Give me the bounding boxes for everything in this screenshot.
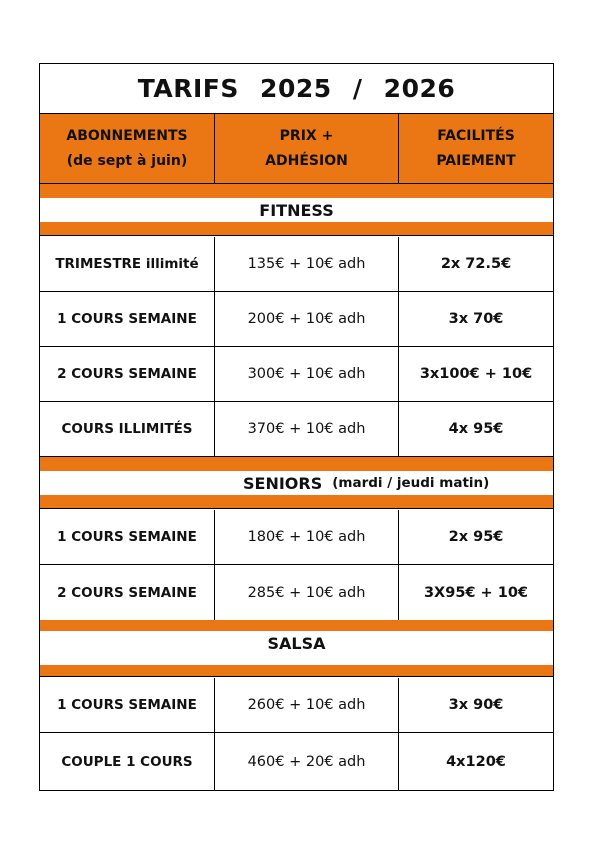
- row-price: 180€ + 10€ adh: [215, 510, 399, 564]
- row-price: 285€ + 10€ adh: [215, 565, 399, 620]
- row-payment: 3X95€ + 10€: [423, 584, 529, 601]
- divider-band: [40, 457, 553, 471]
- header-prix: [215, 114, 399, 183]
- divider-band: [40, 184, 553, 198]
- section-title-seniors: [40, 471, 553, 495]
- table-row: [40, 237, 553, 292]
- header-abonnements-line1: ABONNEMENTS: [66, 127, 188, 144]
- section-seniors-label: SENIORS: [243, 473, 323, 493]
- row-payment: 2x 72.5€: [440, 256, 512, 272]
- row-payment: 2x 95€: [448, 529, 504, 545]
- table-header: [40, 114, 553, 184]
- row-price: 460€ + 20€ adh: [215, 733, 399, 790]
- divider-band: [40, 620, 553, 631]
- row-payment: 3x 70€: [448, 311, 504, 327]
- divider-band: [40, 222, 553, 236]
- row-name: COUPLE 1 COURS: [40, 733, 215, 790]
- row-name: TRIMESTRE illimité: [40, 237, 215, 291]
- row-name: 1 COURS SEMAINE: [40, 678, 215, 732]
- table-row: [40, 678, 553, 733]
- row-name: 1 COURS SEMAINE: [40, 510, 215, 564]
- row-payment: 4x120€: [446, 753, 506, 770]
- section-fitness-label: FITNESS: [259, 200, 334, 220]
- section-salsa-label: SALSA: [267, 633, 326, 653]
- table-row: [40, 565, 553, 620]
- row-name: 2 COURS SEMAINE: [40, 347, 215, 401]
- divider-band: [40, 495, 553, 509]
- header-prix-line1: PRIX +: [279, 127, 334, 144]
- table-row: [40, 292, 553, 347]
- section-title-salsa: [40, 631, 553, 655]
- tariff-table: [39, 63, 554, 791]
- row-payment: 3x100€ + 10€: [419, 366, 533, 382]
- header-prix-line2: ADHÉSION: [265, 152, 348, 169]
- table-row: [40, 510, 553, 565]
- row-price: 300€ + 10€ adh: [215, 347, 399, 401]
- header-abonnements-line2: (de sept à juin): [66, 152, 188, 169]
- header-facilites-line1: FACILITÉS: [437, 127, 515, 144]
- row-payment: 4x 95€: [448, 421, 504, 437]
- row-name: COURS ILLIMITÉS: [40, 402, 215, 456]
- row-price: 370€ + 10€ adh: [215, 402, 399, 456]
- table-row: [40, 347, 553, 402]
- row-name: 2 COURS SEMAINE: [40, 565, 215, 620]
- spacer: [40, 655, 553, 665]
- table-row: [40, 402, 553, 457]
- section-seniors-note: (mardi / jeudi matin): [332, 475, 490, 491]
- row-price: 200€ + 10€ adh: [215, 292, 399, 346]
- row-payment: 3x 90€: [448, 697, 504, 713]
- row-name: 1 COURS SEMAINE: [40, 292, 215, 346]
- section-title-fitness: [40, 198, 553, 222]
- row-price: 260€ + 10€ adh: [215, 678, 399, 732]
- header-facilites: [399, 114, 553, 183]
- table-row: [40, 733, 553, 790]
- header-abonnements: [40, 114, 215, 183]
- divider-band: [40, 665, 553, 677]
- header-facilites-line2: PAIEMENT: [436, 152, 516, 169]
- page-title: TARIFS 2025 / 2026: [40, 64, 553, 114]
- row-price: 135€ + 10€ adh: [215, 237, 399, 291]
